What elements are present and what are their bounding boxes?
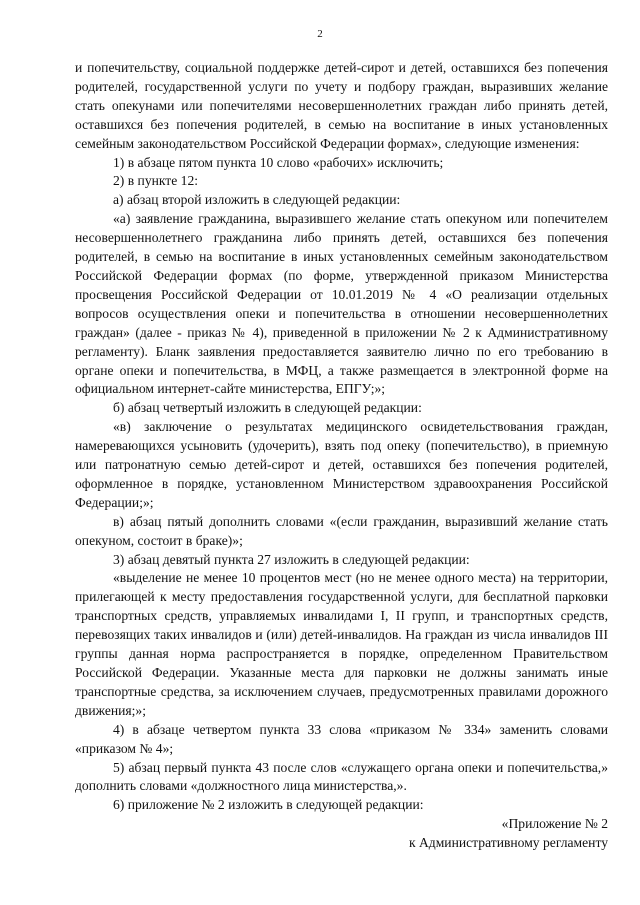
paragraph-quote-parking: «выделение не менее 10 процентов мест (но не менее одного места) на территории, прилегающей к месту предоставления государственной услуги, для бесплатной парковки транспортных средств, управляемых инвалидами I, II групп, и транспортных средств, перевозящих таких инвалидов и (или) детей-инвалидов. На граждан из числа инвалидов III группы данная норма распространяется в порядке, определенном Правительством Российской Федерации. Указанные места для парковки не должны занимать иные транспортные средства, за исключением случаев, предусмотренных правилами дорожного движения;»; bbox=[75, 570, 608, 718]
document-body bbox=[75, 59, 608, 853]
paragraph-item-2v: в) абзац пятый дополнить словами «(если гражданин, выразивший желание стать опекуном, состоит в браке)»; bbox=[75, 513, 608, 548]
paragraph-intro: и попечительству, социальной поддержке детей-сирот и детей, оставшихся без попечения родителей, государственной услуги по учету и подбору граждан, выразивших желание стать опекунами или попечителями несовершеннолетних граждан либо принять детей, оставшихся без попечения родителей, в семью на воспитание в иных установленных семейным законодательством Российской Федерации формах», следующие изменения: bbox=[75, 60, 608, 151]
paragraph-item-2a: а) абзац второй изложить в следующей редакции: bbox=[113, 192, 401, 208]
paragraph-item-2: 2) в пункте 12: bbox=[113, 173, 199, 189]
page-number: 2 bbox=[317, 28, 323, 40]
paragraph-item-6: 6) приложение № 2 изложить в следующей редакции: bbox=[113, 797, 424, 813]
appendix-heading-line1: «Приложение № 2 bbox=[501, 816, 608, 832]
paragraph-item-5: 5) абзац первый пункта 43 после слов «служащего органа опеки и попечительства,» дополнить словами «должностного лица министерства,». bbox=[75, 759, 608, 794]
paragraph-quote-v: «в) заключение о результатах медицинского освидетельствования граждан, намеревающихся усыновить (удочерить), взять под опеку (попечительство), в приемную или патронатную семью детей-сирот и детей, оставшихся без попечения родителей, оформленное в порядке, установленном Министерством здравоохранения Российской Федерации;»; bbox=[75, 419, 608, 510]
paragraph-item-3: 3) абзац девятый пункта 27 изложить в следующей редакции: bbox=[113, 551, 470, 567]
appendix-heading-line2: к Административному регламенту bbox=[408, 835, 608, 851]
paragraph-quote-a: «а) заявление гражданина, выразившего желание стать опекуном или попечителем несовершеннолетнего гражданина либо принять детей, оставшихся без попечения родителей, в семью на воспитание в иных установленных семейным законодательством Российской Федерации формах (по форме, утвержденной приказом Министерства просвещения Российской Федерации от 10.01.2019 № 4 «О реализации отдельных вопросов осуществления опеки и попечительства в отношении несовершеннолетних граждан» (далее - приказ № 4), приведенной в приложении № 2 к Административному регламенту). Бланк заявления предоставляется заявителю лично по его требованию в органе опеки и попечительства, в МФЦ, а также размещается в электронной форме на официальном интернет-сайте министерства, ЕПГУ;»; bbox=[75, 211, 608, 397]
paragraph-item-1: 1) в абзаце пятом пункта 10 слово «рабочих» исключить; bbox=[113, 154, 444, 170]
paragraph-item-2b: б) абзац четвертый изложить в следующей редакции: bbox=[113, 400, 422, 416]
paragraph-item-4: 4) в абзаце четвертом пункта 33 слова «приказом № 334» заменить словами «приказом № 4»; bbox=[75, 721, 608, 756]
